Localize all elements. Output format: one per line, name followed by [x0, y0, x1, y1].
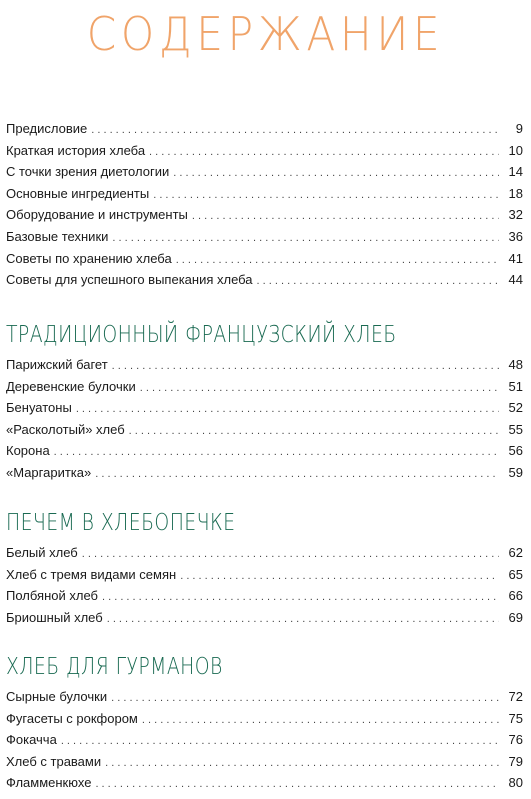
toc-entry[interactable]: Базовые техники . . . 36 — [6, 226, 523, 248]
toc-section-traditional — [6, 320, 523, 484]
toc-entry[interactable]: «Расколотый» хлеб . . . 55 — [6, 419, 523, 441]
toc-entry[interactable]: Полбяной хлеб . . . 66 — [6, 585, 523, 607]
toc-entry[interactable]: Парижский багет . . . 48 — [6, 354, 523, 376]
toc-entry[interactable]: Фламменкюхе . . . 80 — [6, 772, 523, 794]
toc-section-gourmet — [6, 652, 523, 794]
toc-entry[interactable]: Сырные булочки . . . 72 — [6, 686, 523, 708]
toc-entry[interactable]: С точки зрения диетологии . . . 14 — [6, 161, 523, 183]
toc-entry[interactable]: Корона . . . 56 — [6, 440, 523, 462]
toc-entry[interactable]: Хлеб с травами . . . 79 — [6, 751, 523, 773]
toc-entry[interactable]: Фокачча . . . 76 — [6, 729, 523, 751]
toc-entry[interactable]: Хлеб с тремя видами семян . . . 65 — [6, 564, 523, 586]
section-heading: ПЕЧЕМ В ХЛЕБОПЕЧКЕ — [6, 510, 236, 536]
toc-entry[interactable]: Краткая история хлеба . . . 10 — [6, 140, 523, 162]
toc-intro — [6, 118, 523, 291]
toc-section-bread-machine — [6, 508, 523, 628]
toc-entry[interactable]: Бриошный хлеб . . . 69 — [6, 607, 523, 629]
toc-entry[interactable]: Белый хлеб . . . 62 — [6, 542, 523, 564]
page-title: СОДЕРЖАНИЕ — [86, 7, 445, 61]
toc-entry[interactable]: Советы для успешного выпекания хлеба . . . 44 — [6, 269, 523, 291]
toc-entry[interactable]: Бенуатоны . . . 52 — [6, 397, 523, 419]
toc-entry[interactable]: Основные ингредиенты . . . 18 — [6, 183, 523, 205]
toc-entry[interactable]: Предисловие . . . 9 — [6, 118, 523, 140]
toc-entry[interactable]: Советы по хранению хлеба . . . 41 — [6, 248, 523, 270]
toc-entry[interactable]: Деревенские булочки . . . 51 — [6, 376, 523, 398]
toc-entry[interactable]: Фугасеты с рокфором . . . 75 — [6, 708, 523, 730]
section-heading: ТРАДИЦИОННЫЙ ФРАНЦУЗСКИЙ ХЛЕБ — [6, 322, 397, 348]
section-heading: ХЛЕБ ДЛЯ ГУРМАНОВ — [6, 654, 223, 680]
toc-entry[interactable]: «Маргаритка» . . . 59 — [6, 462, 523, 484]
toc-entry[interactable]: Оборудование и инструменты . . . 32 — [6, 204, 523, 226]
